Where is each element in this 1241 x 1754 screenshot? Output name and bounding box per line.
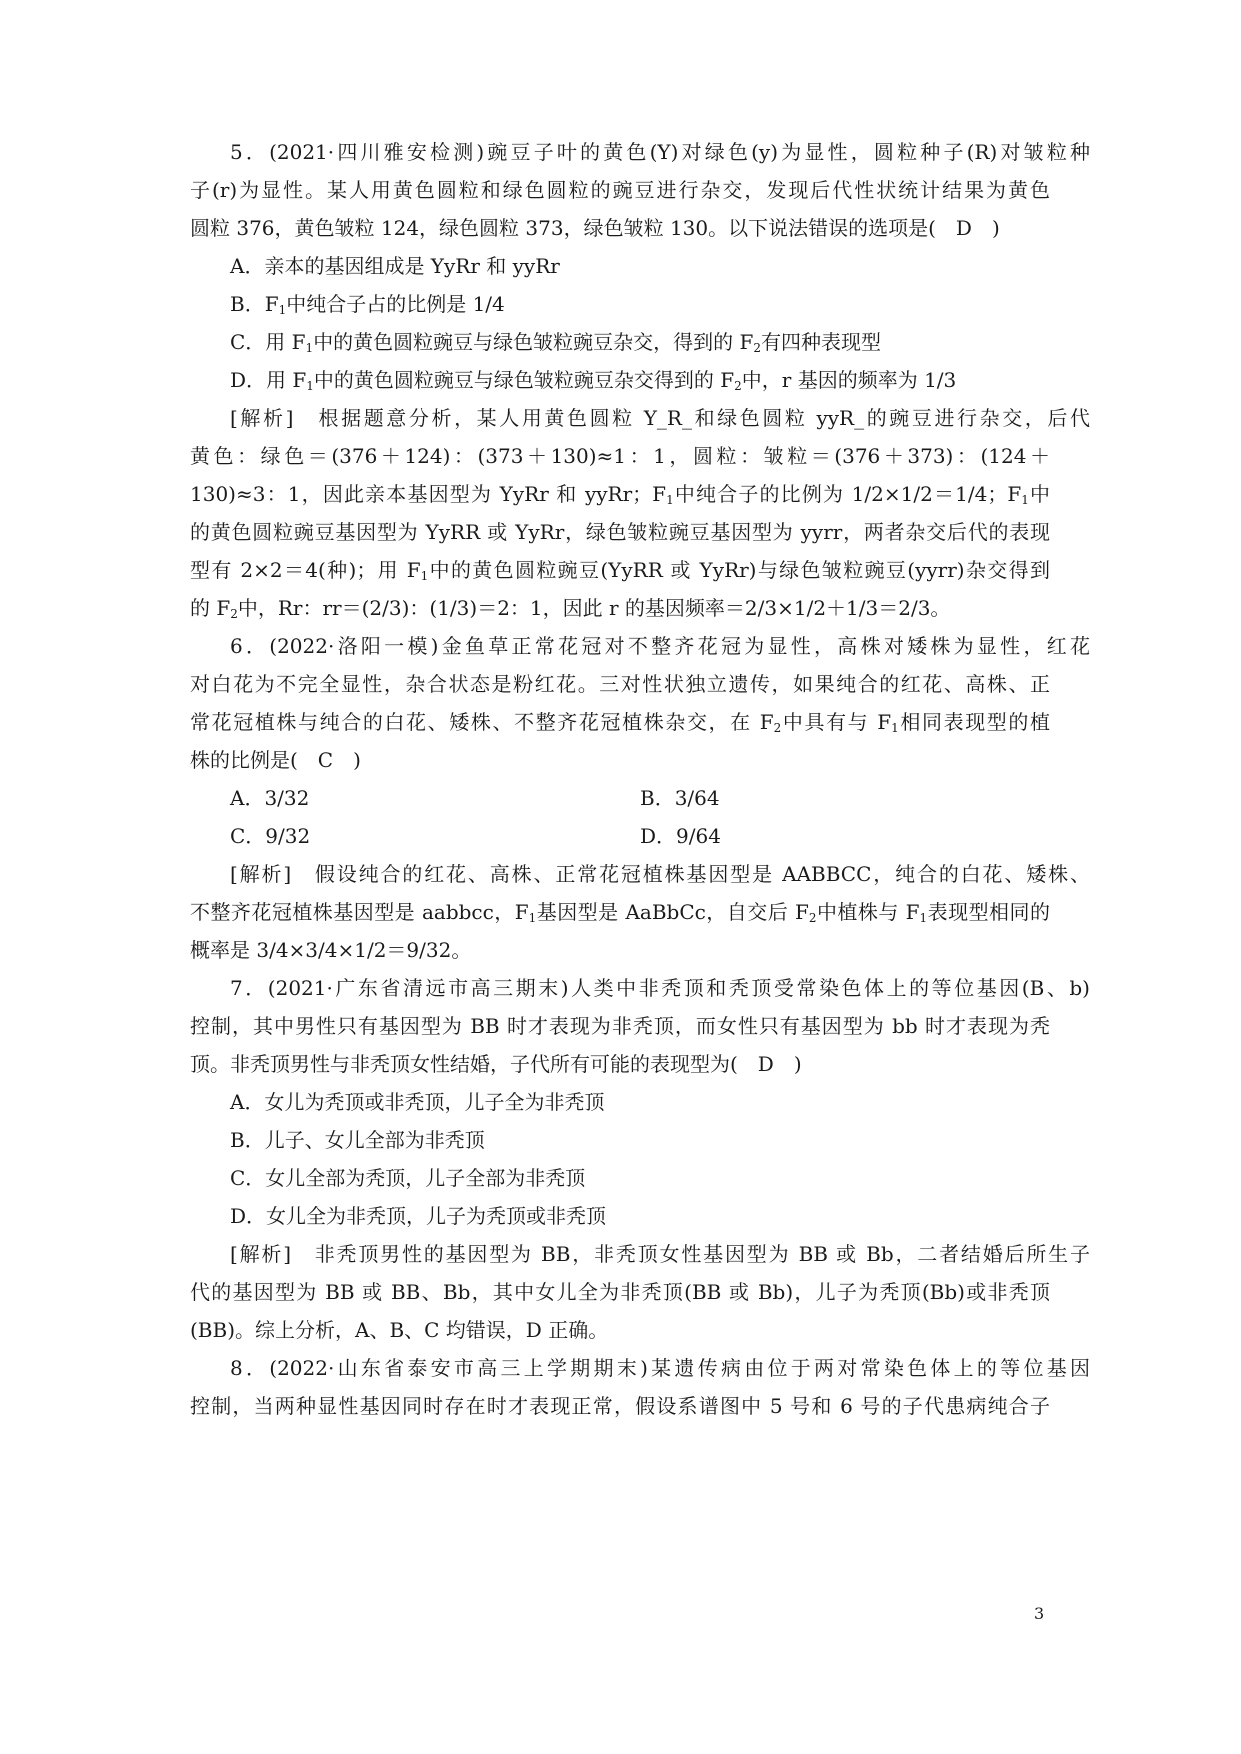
q7-analysis-line-2: 代的基因型为 BB 或 BB、Bb，其中女儿全为非秃顶(BB 或 Bb)，儿子为秃顶(Bb)或非秃顶 (190, 1280, 1050, 1304)
q5-analysis-line-4: 的黄色圆粒豌豆基因型为 YyRR 或 YyRr，绿色皱粒豌豆基因型为 yyrr，两者杂交后代的表现 (190, 520, 1050, 544)
q6-option-c: C．9/32 (230, 824, 311, 848)
q5-analysis-line-1: [解析] 根据题意分析，某人用黄色圆粒 Y_R_和绿色圆粒 yyR_的豌豆进行杂交，后代 (230, 406, 1090, 430)
q5-stem-line-2: 子(r)为显性。某人用黄色圆粒和绿色圆粒的豌豆进行杂交，发现后代性状统计结果为黄色 (190, 178, 1050, 202)
q5-stem-line-3: 圆粒 376，黄色皱粒 124，绿色圆粒 373，绿色皱粒 130。以下说法错误的选项是( D ) (190, 216, 1000, 240)
q7-analysis-line-1: [解析] 非秃顶男性的基因型为 BB，非秃顶女性基因型为 BB 或 Bb，二者结婚后所生子 (230, 1242, 1090, 1266)
q8-stem-line-2: 控制，当两种显性基因同时存在时才表现正常，假设系谱图中 5 号和 6 号的子代患病纯合子 (190, 1394, 1050, 1418)
q6-option-b: B．3/64 (640, 786, 720, 810)
q6-stem-line-4: 株的比例是( C ) (190, 748, 361, 772)
q6-analysis-line-1: [解析] 假设纯合的红花、高株、正常花冠植株基因型是 AABBCC，纯合的白花、矮株、 (230, 862, 1090, 886)
q5-option-c: C．用 $F_1$中的黄色圆粒豌豆与绿色皱粒豌豆杂交，得到的 $F_2$有四种表现型 (230, 330, 882, 355)
q7-stem-line-2: 控制，其中男性只有基因型为 BB 时才表现为非秃顶，而女性只有基因型为 bb 时才表现为秃 (190, 1014, 1050, 1038)
page-number: 3 (1034, 1604, 1045, 1623)
q6-stem-line-3: 常花冠植株与纯合的白花、矮株、不整齐花冠植株杂交，在 $F_2$中具有与 $F_1$相同表现型的植 (190, 710, 1051, 735)
q6-option-d: D．9/64 (640, 824, 721, 848)
q5-analysis-line-6: 的 $F_2$中，Rr：rr＝(2/3)：(1/3)＝2：1，因此 r 的基因频率＝2/3×1/2＋1/3＝2/3。 (190, 596, 951, 621)
q6-option-a: A．3/32 (230, 786, 310, 810)
q5-option-a: A．亲本的基因组成是 YyRr 和 yyRr (230, 254, 560, 278)
q6-stem-line-1: 6．(2022·洛阳一模)金鱼草正常花冠对不整齐花冠为显性，高株对矮株为显性，红花 (230, 634, 1090, 658)
q5-option-d: D．用 $F_1$中的黄色圆粒豌豆与绿色皱粒豌豆杂交得到的 $F_2$中，r 基因的频率为 1/3 (230, 368, 957, 393)
q5-analysis-line-2: 黄色：绿色＝(376＋124)：(373＋130)≈1：1，圆粒：皱粒＝(376＋373)：(124＋ (190, 444, 1050, 468)
q7-option-a: A．女儿为秃顶或非秃顶，儿子全为非秃顶 (230, 1090, 605, 1114)
q8-stem-line-1: 8．(2022·山东省泰安市高三上学期期末)某遗传病由位于两对常染色体上的等位基因 (230, 1356, 1090, 1380)
q7-stem-line-3: 顶。非秃顶男性与非秃顶女性结婚，子代所有可能的表现型为( D ) (190, 1052, 802, 1076)
q7-option-d: D．女儿全为非秃顶，儿子为秃顶或非秃顶 (230, 1204, 607, 1228)
q5-option-b: B．$F_1$中纯合子占的比例是 1/4 (230, 292, 505, 317)
q7-option-b: B．儿子、女儿全部为非秃顶 (230, 1128, 485, 1152)
q5-analysis-line-5: 型有 2×2＝4(种)；用 $F_1$中的黄色圆粒豌豆(YyRR 或 YyRr)与绿色皱粒豌豆(yyrr)杂交得到 (190, 558, 1050, 583)
q7-option-c: C．女儿全部为秃顶，儿子全部为非秃顶 (230, 1166, 586, 1190)
q6-analysis-line-2: 不整齐花冠植株基因型是 aabbcc，$F_1$基因型是 AaBbCc，自交后 $F_2$中植株与 $F_1$表现型相同的 (190, 900, 1050, 925)
q5-stem-line-1: 5．(2021·四川雅安检测)豌豆子叶的黄色(Y)对绿色(y)为显性，圆粒种子(R)对皱粒种 (230, 140, 1090, 164)
q5-analysis-line-3: 130)≈3：1，因此亲本基因型为 YyRr 和 yyRr；$F_1$中纯合子的比例为 1/2×1/2＝1/4；$F_1$中 (190, 482, 1051, 507)
q7-stem-line-1: 7．(2021·广东省清远市高三期末)人类中非秃顶和秃顶受常染色体上的等位基因(B、b) (230, 976, 1090, 1000)
q6-stem-line-2: 对白花为不完全显性，杂合状态是粉红花。三对性状独立遗传，如果纯合的红花、高株、正 (190, 672, 1050, 696)
q7-analysis-line-3: (BB)。综上分析，A、B、C 均错误，D 正确。 (190, 1318, 609, 1342)
q6-analysis-line-3: 概率是 3/4×3/4×1/2＝9/32。 (190, 938, 472, 962)
